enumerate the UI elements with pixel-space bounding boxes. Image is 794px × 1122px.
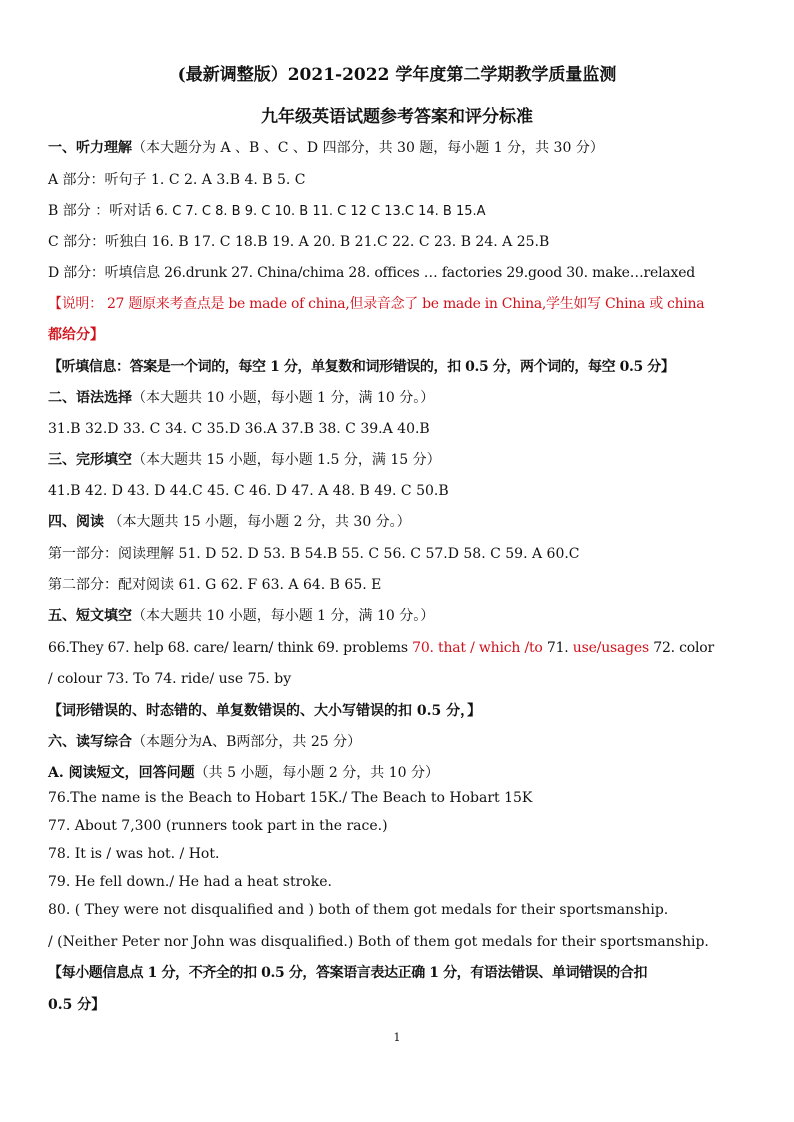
- part-b-answers: [48, 202, 758, 221]
- section-6-rule-line-1: 【每小题信息点 1 分，不齐全的扣 0.5 分，答案语言表达正确 1 分，有语法错误、单词错误的合扣: [48, 965, 648, 981]
- document-subtitle: 九年级英语试题参考答案和评分标准: [261, 107, 533, 127]
- section-4-part-2: 第二部分：配对阅读 61. G 62. F 63. A 64. B 65. E: [48, 577, 382, 593]
- section-4-heading: [48, 513, 758, 531]
- section-1-heading: [48, 139, 758, 157]
- part-a-answers: A 部分：听句子 1. C 2. A 3.B 4. B 5. C: [48, 172, 306, 188]
- section-3-note: （本大题共 15 小题，每小题 1.5 分，满 15 分）: [132, 452, 441, 468]
- answer-78: 78. It is / was hot. / Hot.: [48, 846, 220, 862]
- section-4-title: 四、阅读: [48, 514, 104, 530]
- section-2-title: 二、语法选择: [48, 390, 132, 406]
- answers-66-69: 66.They 67. help 68. care/ learn/ think 69. problems: [48, 640, 413, 656]
- answer-72: 72. color: [648, 640, 715, 656]
- part-c-answers: C 部分：听独白 16. B 17. C 18.B 19. A 20. B 21.C 22. C 23. B 24. A 25.B: [48, 234, 550, 250]
- section-6-heading: [48, 733, 758, 751]
- answer-71: use/usages: [572, 640, 649, 656]
- section-5-title: 五、短文填空: [48, 608, 132, 624]
- section-6-a-heading: [48, 764, 758, 782]
- section-5-answers-line-1: [48, 639, 758, 657]
- answer-70: 70. that / which /to: [412, 640, 543, 656]
- page-number: 1: [393, 1031, 401, 1044]
- section-1-note: （本大题分为 A 、B 、C 、D 四部分，共 30 题，每小题 1 分，共 30 分）: [132, 140, 604, 156]
- section-5-rule: 【词形错误的、时态错的、单复数错误的、大小写错误的扣 0.5 分，】: [48, 703, 482, 719]
- section-6-a-note: （共 5 小题，每小题 2 分，共 10 分）: [194, 765, 439, 781]
- section-3-answers: 41.B 42. D 43. D 44.C 45. C 46. D 47. A 48. B 49. C 50.B: [48, 483, 449, 499]
- section-2-answers: 31.B 32.D 33. C 34. C 35.D 36.A 37.B 38. C 39.A 40.B: [48, 421, 430, 437]
- answer-77: 77. About 7,300 (runners took part in the race.): [48, 818, 388, 834]
- note-red-line-1: 【说明： 27 题原来考查点是 be made of china,但录音念了 be made in China,学生如写 China 或 china: [48, 296, 705, 312]
- section-4-note: （本大题共 15 小题，每小题 2 分，共 30 分。）: [104, 514, 411, 530]
- section-6-note: （本题分为A、B两部分，共 25 分）: [132, 734, 362, 750]
- section-6-a-title: A. 阅读短文，回答问题: [48, 765, 195, 781]
- section-2-heading: [48, 389, 758, 407]
- part-d-answers: D 部分：听填信息 26.drunk 27. China/chima 28. offices … factories 29.good 30. make…relaxed: [48, 265, 696, 281]
- answer-80-line-2: / (Neither Peter nor John was disqualified.) Both of them got medals for their sportsmanship.: [48, 934, 709, 950]
- part-b-label: B 部分 ：听对话: [48, 203, 152, 219]
- answer-79: 79. He fell down./ He had a heat stroke.: [48, 874, 332, 890]
- section-6-rule-line-2: 0.5 分】: [48, 997, 106, 1013]
- section-1-title: 一、听力理解: [48, 140, 132, 156]
- section-5-note: （本大题共 10 小题，每小题 1 分，满 10 分。）: [132, 608, 435, 624]
- answer-76: 76.The name is the Beach to Hobart 15K./ The Beach to Hobart 15K: [48, 790, 533, 806]
- section-5-answers-line-2: / colour 73. To 74. ride/ use 75. by: [48, 671, 292, 687]
- part-b-values: 6. C 7. C 8. B 9. C 10. B 11. C 12 C 13.C 14. B 15.A: [155, 204, 486, 219]
- answer-80-line-1: 80. ( They were not disqualified and ) both of them got medals for their sportsmanship.: [48, 902, 669, 918]
- section-5-heading: [48, 607, 758, 625]
- section-2-note: （本大题共 10 小题，每小题 1 分，满 10 分。）: [132, 390, 435, 406]
- section-6-title: 六、读写综合: [48, 734, 132, 750]
- section-4-part-1: 第一部分：阅读理解 51. D 52. D 53. B 54.B 55. C 56. C 57.D 58. C 59. A 60.C: [48, 546, 580, 562]
- answer-71-label: 71.: [542, 640, 573, 656]
- section-3-title: 三、完形填空: [48, 452, 132, 468]
- note-red-line-2: 都给分】: [48, 327, 104, 343]
- document-title: (最新调整版）2021-2022 学年度第二学期教学质量监测: [177, 65, 617, 85]
- listening-rule: 【听填信息：答案是一个词的，每空 1 分，单复数和词形错误的，扣 0.5 分，两个词的，每空 0.5 分】: [48, 359, 675, 375]
- section-3-heading: [48, 451, 758, 469]
